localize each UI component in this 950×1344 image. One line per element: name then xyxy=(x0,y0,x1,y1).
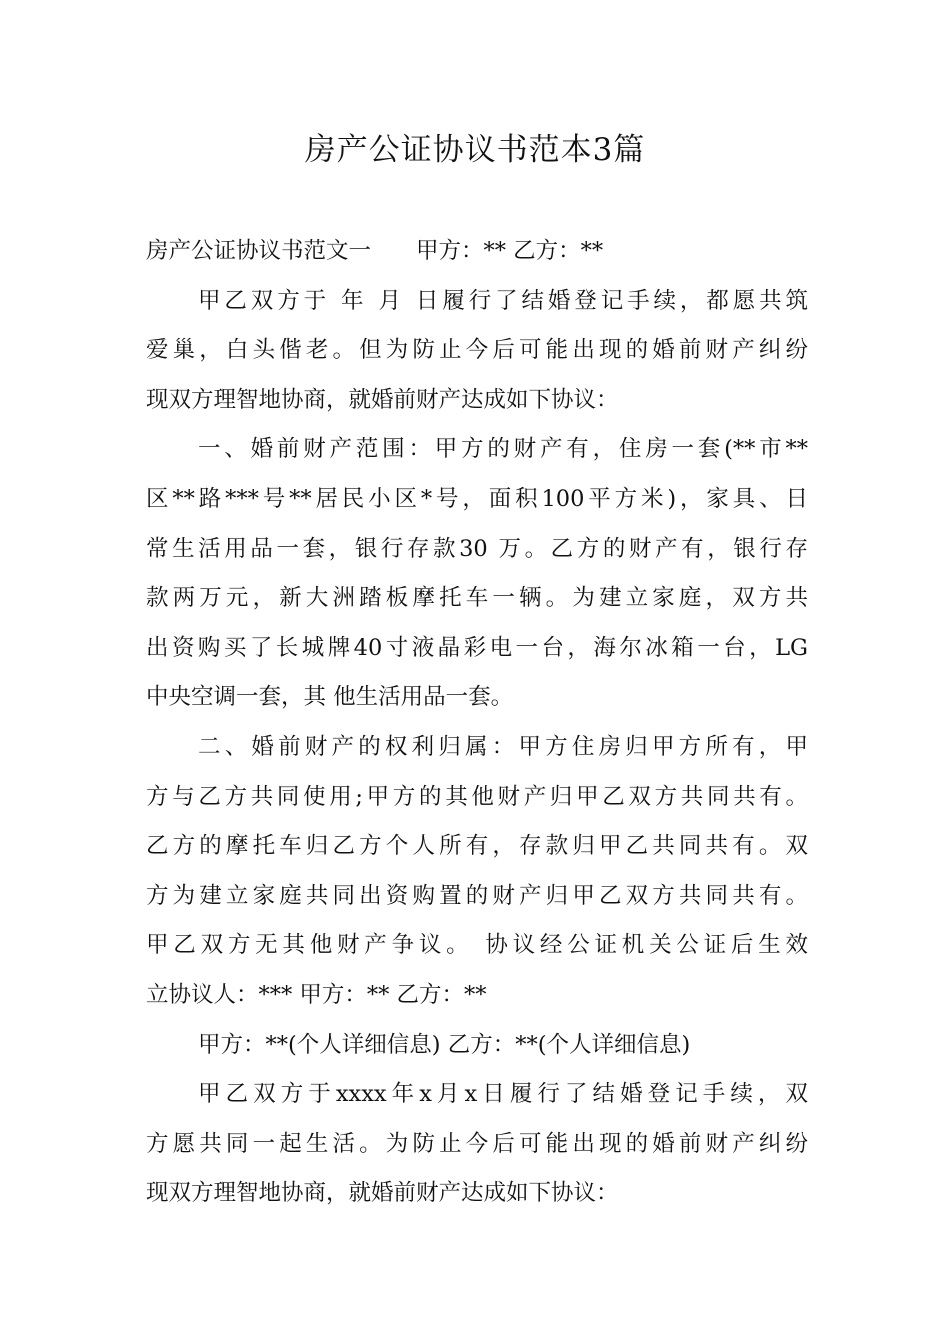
text-line: 方与乙方共同使用;甲方的其他财产归甲乙双方共同共有。 xyxy=(146,783,808,810)
text-line: 一、婚前财产范围：甲方的财产有，住房一套(**市** xyxy=(198,436,808,463)
text-line: 二、婚前财产的权利归属：甲方住房归甲方所有，甲 xyxy=(198,733,808,760)
document-title: 房产公证协议书范本3篇 xyxy=(304,132,646,168)
text-line: 甲乙双方无其他财产争议。 协议经公证机关公证后生效 xyxy=(146,932,808,959)
text-line: 甲方：**(个人详细信息) 乙方：**(个人详细信息) xyxy=(198,1031,691,1058)
text-line: 房产公证协议书范文一 甲方：** 乙方：** xyxy=(146,238,604,264)
text-line: 款两万元，新大洲踏板摩托车一辆。为建立家庭，双方共 xyxy=(146,585,808,612)
text-line: 现双方理智地协商，就婚前财产达成如下协议： xyxy=(146,386,619,413)
text-line: 中央空调一套，其 他生活用品一套。 xyxy=(146,684,514,711)
text-line: 方愿共同一起生活。为防止今后可能出现的婚前财产纠纷 xyxy=(146,1130,808,1157)
document-body xyxy=(146,227,808,1219)
text-line: 甲乙双方于 年 月 日履行了结婚登记手续，都愿共筑 xyxy=(198,287,808,314)
text-line: 现双方理智地协商，就婚前财产达成如下协议： xyxy=(146,1180,619,1207)
text-line: 甲乙双方于xxxx年x月x日履行了结婚登记手续，双 xyxy=(198,1081,808,1108)
text-line: 方为建立家庭共同出资购置的财产归甲乙双方共同共有。 xyxy=(146,882,808,909)
text-line: 爱巢，白头偕老。但为防止今后可能出现的婚前财产纠纷 xyxy=(146,337,808,364)
text-line: 立协议人：*** 甲方：** 乙方：** xyxy=(146,981,487,1008)
text-line: 区**路***号**居民小区*号，面积100平方米)，家具、日 xyxy=(146,485,808,512)
text-line: 乙方的摩托车归乙方个人所有，存款归甲乙共同共有。双 xyxy=(146,833,808,860)
text-line: 出资购买了长城牌40寸液晶彩电一台，海尔冰箱一台，LG xyxy=(146,634,808,661)
text-line: 常生活用品一套，银行存款30 万。乙方的财产有，银行存 xyxy=(146,535,808,562)
